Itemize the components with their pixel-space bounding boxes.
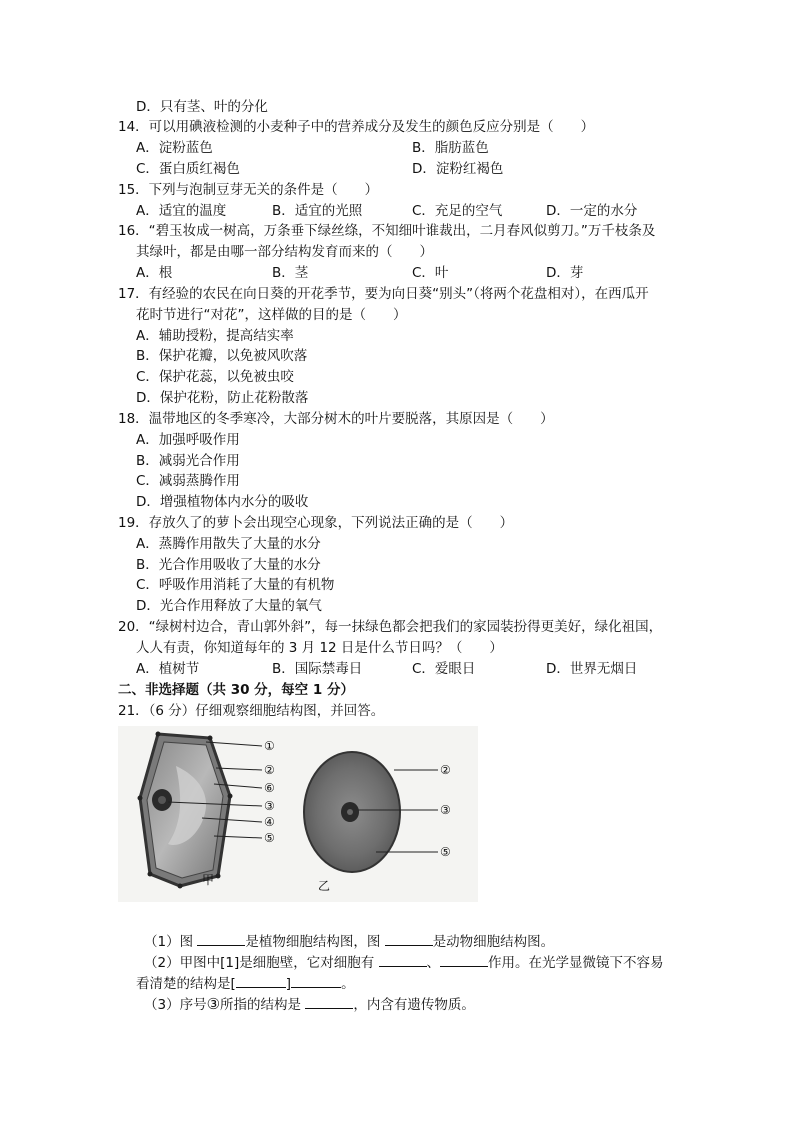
plant-label-6: ⑥ <box>264 781 275 795</box>
q14-stem: 14．可以用碘液检测的小麦种子中的营养成分及发生的颜色反应分别是（ ） <box>118 119 595 135</box>
plant-label-3: ③ <box>264 799 275 813</box>
plant-label-1: ① <box>264 739 275 753</box>
plant-nucleolus <box>158 796 166 804</box>
q17-stem-line2: 花时节进行“对花”，这样做的目的是（ ） <box>136 307 407 323</box>
q16-option-c: C．叶 <box>412 265 449 281</box>
q18-option-b: B．减弱光合作用 <box>136 453 240 469</box>
q14-option-a: A．淀粉蓝色 <box>136 140 213 156</box>
q17-option-b: B．保护花瓣，以免被风吹落 <box>136 348 308 364</box>
q21-part3-text-d: ，内含有遗传物质。 <box>353 997 475 1013</box>
q15-option-a: A．适宜的温度 <box>136 203 227 219</box>
q17-option-a: A．辅助授粉，提高结实率 <box>136 328 294 344</box>
q21-stem: 21．（6 分）仔细观察细胞结构图，并回答。 <box>118 703 385 719</box>
section-heading: 二、非选择题（共 30 分，每空 1 分） <box>118 682 354 698</box>
q15-option-b: B．适宜的光照 <box>272 203 363 219</box>
blank-animal-figure[interactable] <box>385 931 433 946</box>
blank-wall-function-2[interactable] <box>440 952 488 967</box>
caption-jia: 甲 <box>202 873 215 887</box>
q21-part3-text-c: 所指的结构是 <box>220 997 302 1013</box>
q19-option-c: C．呼吸作用消耗了大量的有机物 <box>136 577 335 593</box>
q20-stem-line2: 人人有责，你知道每年的 3 月 12 日是什么节日吗？（ ） <box>136 640 503 656</box>
q14-option-c: C．蛋白质红褐色 <box>136 161 240 177</box>
q15-option-d: D．一定的水分 <box>546 203 638 219</box>
cell-structure-figure <box>118 726 478 902</box>
q14-option-d: D．淀粉红褐色 <box>412 161 504 177</box>
q16-option-d: D．芽 <box>546 265 584 281</box>
q21-part1-text-a: （1）图 <box>144 934 194 950</box>
q21-part3 <box>144 994 475 1014</box>
animal-label-5: ⑤ <box>440 845 451 859</box>
blank-wall-function-1[interactable] <box>379 952 427 967</box>
q21-part1 <box>144 931 554 951</box>
q13-option-d: D．只有茎、叶的分化 <box>136 99 268 115</box>
q18-option-d: D．增强植物体内水分的吸收 <box>136 494 309 510</box>
caption-yi: 乙 <box>318 879 331 893</box>
q21-part2-text-e: ] <box>285 976 292 992</box>
q20-option-b: B．国际禁毒日 <box>272 661 363 677</box>
q21-part3-text-b: ③ <box>206 995 221 1013</box>
q20-stem-line1: 20．“绿树村边合，青山郭外斜”，每一抹绿色都会把我们的家园装扮得更美好，绿化祖国， <box>118 619 663 635</box>
q19-stem: 19．存放久了的萝卜会出现空心现象，下列说法正确的是（ ） <box>118 515 514 531</box>
q19-option-d: D．光合作用释放了大量的氧气 <box>136 598 322 614</box>
q20-option-c: C．爱眼日 <box>412 661 476 677</box>
blank-structure-number[interactable] <box>236 973 286 988</box>
q21-part2-text-f: 。 <box>341 976 355 992</box>
q21-part2-text-d: 看清楚的结构是[ <box>136 976 236 992</box>
blank-plant-figure[interactable] <box>197 931 245 946</box>
plant-label-2: ② <box>264 763 275 777</box>
q18-option-a: A．加强呼吸作用 <box>136 432 240 448</box>
q16-option-b: B．茎 <box>272 265 309 281</box>
q21-part1-text-c: 是动物细胞结构图。 <box>432 934 555 950</box>
plant-label-5: ⑤ <box>264 831 275 845</box>
q21-part2-text-b: 、 <box>426 955 441 971</box>
q16-stem-line1: 16．“碧玉妆成一树高，万条垂下绿丝绦，不知细叶谁裁出，二月春风似剪刀。”万千枝条及 <box>118 223 656 239</box>
q20-option-d: D．世界无烟日 <box>546 661 638 677</box>
q16-stem-line2: 其绿叶，都是由哪一部分结构发育而来的（ ） <box>136 244 433 260</box>
q17-option-d: D．保护花粉，防止花粉散落 <box>136 390 309 406</box>
q19-option-b: B．光合作用吸收了大量的水分 <box>136 557 321 573</box>
q17-option-c: C．保护花蕊，以免被虫咬 <box>136 369 294 385</box>
q17-stem-line1: 17．有经验的农民在向日葵的开花季节，要为向日葵“别头”（将两个花盘相对），在西瓜开 <box>118 286 649 302</box>
q21-part2-line1 <box>144 952 664 972</box>
q15-option-c: C．充足的空气 <box>412 203 503 219</box>
q16-option-a: A．根 <box>136 265 173 281</box>
q14-option-b: B．脂肪蓝色 <box>412 140 489 156</box>
q21-part1-text-b: 是植物细胞结构图，图 <box>245 934 381 950</box>
q18-option-c: C．减弱蒸腾作用 <box>136 473 240 489</box>
q21-part3-text-a: （3）序号 <box>144 997 207 1013</box>
animal-cell <box>304 752 400 872</box>
animal-label-3: ③ <box>440 803 451 817</box>
blank-structure-name[interactable] <box>291 973 341 988</box>
animal-label-2: ② <box>440 763 451 777</box>
q21-part2-line2 <box>136 973 355 993</box>
q21-part2-text-a: （2）甲图中[1]是细胞壁，它对细胞有 <box>144 955 375 971</box>
q15-stem: 15．下列与泡制豆芽无关的条件是（ ） <box>118 182 379 198</box>
q19-option-a: A．蒸腾作用散失了大量的水分 <box>136 536 321 552</box>
blank-structure-3[interactable] <box>305 994 353 1009</box>
q18-stem: 18．温带地区的冬季寒冷，大部分树木的叶片要脱落，其原因是（ ） <box>118 411 554 427</box>
q20-option-a: A．植树节 <box>136 661 200 677</box>
cell-diagram <box>118 726 478 902</box>
q21-part2-text-c: 作用。在光学显微镜下不容易 <box>488 955 664 971</box>
plant-label-4: ④ <box>264 815 275 829</box>
